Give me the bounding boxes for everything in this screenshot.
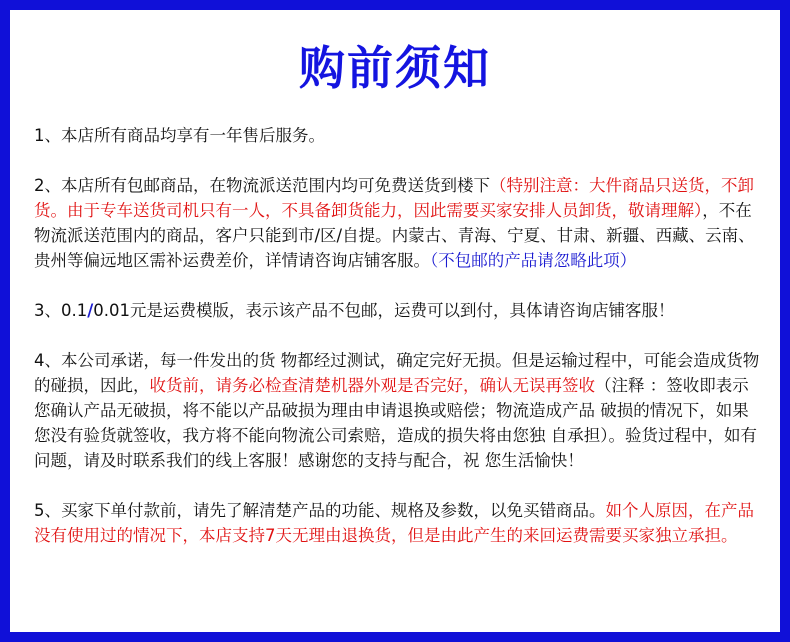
- notice-item-3: [34, 298, 762, 323]
- notice-content: [34, 123, 762, 573]
- page-title: 购前须知: [299, 41, 491, 95]
- notice-2-text-cont: ，不在物流派送范围内的商品，客户只能到市/区/自提。内蒙古、青海、宁夏、甘肃、新疆、西藏、云南、贵州等偏远地区需补运费差价，详情请咨询店铺客服。: [34, 201, 755, 270]
- notice-1-text: 1、本店所有商品均享有一年售后服务。: [34, 126, 325, 145]
- notice-panel: [10, 10, 780, 632]
- notice-5-text: 5、买家下单付款前，请先了解清楚产品的功能、规格及参数，以免买错商品。: [34, 501, 606, 520]
- notice-2-note: （不包邮的产品请忽略此项）: [430, 251, 637, 270]
- notice-4-text: 4、本公司承诺，每一件发出的货 物都经过测试，确定完好无损。但是运输过程中，可能会造成货物的碰损，因此，: [34, 351, 760, 395]
- notice-2-warning: （特别注意：大件商品只送货，不卸货。由于专车送货司机只有一人，不具备卸货能力，因此需要买家安排人员卸货，敬请理解）: [34, 176, 754, 220]
- notice-item-5: [34, 498, 762, 548]
- notice-4-warning: 收货前，请务必检查清楚机器外观是否完好，确认无误再签收: [149, 376, 595, 395]
- notice-3-slash: /: [87, 301, 94, 320]
- notice-2-text: 2、本店所有包邮商品，在物流派送范围内均可免费送货到楼下: [34, 176, 490, 195]
- notice-5-warning: 如个人原因，在产品没有使用过的情况下，本店支持7天无理由退换货，但是由此产生的来回运费需要买家独立承担。: [34, 501, 754, 545]
- notice-item-2: [34, 173, 762, 273]
- notice-3-prefix: 3、0.1: [34, 301, 88, 320]
- notice-4-text-cont: （注释 ：签收即表示您确认产品无破损，将不能以产品破损为理由申请退换或赔偿；物流造成产品 破损的情况下，如果您没有验货就签收，我方将不能向物流公司索赔，造成的损失将由您独 自承担）。验货过程中，如有问题，请及时联系我们的线上客服！感谢您的支持与配合，祝 您生活愉快！: [34, 376, 757, 470]
- notice-item-1: [34, 123, 762, 148]
- notice-item-4: [34, 348, 762, 473]
- notice-3-text: 0.01元是运费模版，表示该产品不包邮，运费可以到付，具体请咨询店铺客服！: [93, 301, 675, 320]
